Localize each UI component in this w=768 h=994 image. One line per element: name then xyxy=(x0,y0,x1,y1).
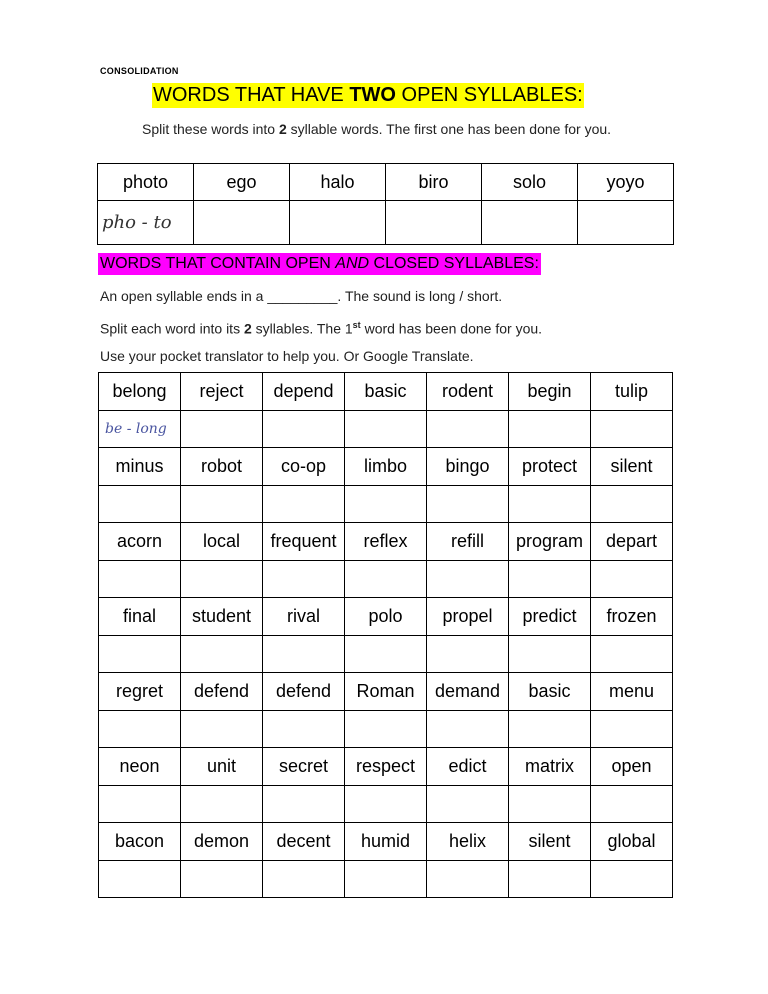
word-cell: unit xyxy=(181,748,263,786)
table1-word: photo xyxy=(98,164,194,201)
answer-cell[interactable] xyxy=(181,486,263,523)
word-cell: global xyxy=(591,823,673,861)
line2-sup: st xyxy=(352,320,361,330)
word-cell: reject xyxy=(181,373,263,411)
answer-cell[interactable] xyxy=(99,561,181,598)
answer-row xyxy=(99,861,673,898)
word-cell: polo xyxy=(345,598,427,636)
word-row xyxy=(99,598,673,636)
answer-row xyxy=(99,561,673,598)
answer-cell[interactable] xyxy=(509,636,591,673)
answer-cell[interactable] xyxy=(427,411,509,448)
answer-cell[interactable] xyxy=(427,561,509,598)
title1-pre: WORDS THAT HAVE xyxy=(153,84,350,106)
answer-cell[interactable] xyxy=(427,786,509,823)
word-cell: robot xyxy=(181,448,263,486)
word-cell: open xyxy=(591,748,673,786)
answer-cell[interactable] xyxy=(263,411,345,448)
answer-cell[interactable] xyxy=(427,636,509,673)
word-cell: defend xyxy=(263,673,345,711)
line2-post: word has been done for you. xyxy=(360,320,543,337)
word-cell: final xyxy=(99,598,181,636)
answer-cell[interactable] xyxy=(509,411,591,448)
answer-cell[interactable] xyxy=(509,486,591,523)
answer-cell[interactable] xyxy=(427,711,509,748)
word-cell: demand xyxy=(427,673,509,711)
word-cell: propel xyxy=(427,598,509,636)
answer-cell[interactable] xyxy=(181,636,263,673)
table1-answer-row xyxy=(98,201,674,245)
open-syllable-table xyxy=(97,163,674,245)
answer-cell[interactable] xyxy=(509,861,591,898)
title2-pre: WORDS THAT CONTAIN OPEN xyxy=(100,255,336,272)
example-answer: be - long xyxy=(99,411,181,448)
table1-word: biro xyxy=(386,164,482,201)
table1-word: yoyo xyxy=(578,164,674,201)
answer-cell[interactable] xyxy=(591,411,673,448)
word-cell: begin xyxy=(509,373,591,411)
answer-cell[interactable] xyxy=(99,636,181,673)
word-row xyxy=(99,373,673,411)
word-cell: student xyxy=(181,598,263,636)
word-cell: secret xyxy=(263,748,345,786)
answer-row xyxy=(99,786,673,823)
word-cell: demon xyxy=(181,823,263,861)
word-cell: neon xyxy=(99,748,181,786)
word-cell: rival xyxy=(263,598,345,636)
answer-cell[interactable] xyxy=(99,486,181,523)
word-row xyxy=(99,523,673,561)
word-cell: predict xyxy=(509,598,591,636)
word-cell: program xyxy=(509,523,591,561)
answer-row xyxy=(99,486,673,523)
word-cell: Roman xyxy=(345,673,427,711)
answer-cell[interactable] xyxy=(345,861,427,898)
word-cell: basic xyxy=(345,373,427,411)
word-cell: basic xyxy=(509,673,591,711)
word-row xyxy=(99,448,673,486)
word-cell: co-op xyxy=(263,448,345,486)
title-open-and-closed xyxy=(98,253,541,275)
word-cell: frozen xyxy=(591,598,673,636)
line2-pre: Split each word into its xyxy=(100,320,244,337)
table1-answer-cell[interactable] xyxy=(578,201,674,245)
word-cell: tulip xyxy=(591,373,673,411)
word-cell: local xyxy=(181,523,263,561)
answer-cell[interactable] xyxy=(345,636,427,673)
word-cell: edict xyxy=(427,748,509,786)
word-cell: defend xyxy=(181,673,263,711)
word-cell: silent xyxy=(591,448,673,486)
answer-cell[interactable] xyxy=(99,861,181,898)
answer-row xyxy=(99,411,673,448)
word-row xyxy=(99,823,673,861)
answer-cell[interactable] xyxy=(345,486,427,523)
instruction-line-3: Use your pocket translator to help you. Or Google Translate. xyxy=(100,348,474,364)
answer-cell[interactable] xyxy=(181,561,263,598)
table1-answer-cell[interactable] xyxy=(194,201,290,245)
word-cell: minus xyxy=(99,448,181,486)
table1-example-answer: pho - to xyxy=(98,201,194,245)
answer-cell[interactable] xyxy=(99,786,181,823)
word-cell: bacon xyxy=(99,823,181,861)
word-cell: helix xyxy=(427,823,509,861)
answer-cell[interactable] xyxy=(263,636,345,673)
word-cell: respect xyxy=(345,748,427,786)
intro-bold: 2 xyxy=(278,121,287,137)
answer-cell[interactable] xyxy=(591,486,673,523)
answer-cell[interactable] xyxy=(345,711,427,748)
title2-post: CLOSED SYLLABLES: xyxy=(369,255,539,272)
section-label: CONSOLIDATION xyxy=(100,66,179,76)
word-row xyxy=(99,748,673,786)
table1-word: halo xyxy=(290,164,386,201)
table1-word: ego xyxy=(194,164,290,201)
answer-cell[interactable] xyxy=(509,711,591,748)
answer-cell[interactable] xyxy=(263,711,345,748)
word-cell: silent xyxy=(509,823,591,861)
word-cell: depend xyxy=(263,373,345,411)
table1-answer-cell[interactable] xyxy=(482,201,578,245)
title-open-syllables xyxy=(152,83,584,108)
answer-row xyxy=(99,636,673,673)
answer-cell[interactable] xyxy=(591,861,673,898)
answer-cell[interactable] xyxy=(591,711,673,748)
word-row xyxy=(99,673,673,711)
word-cell: matrix xyxy=(509,748,591,786)
instruction-line-2 xyxy=(100,316,542,338)
word-cell: bingo xyxy=(427,448,509,486)
intro-pre: Split these words into xyxy=(142,121,279,137)
answer-cell[interactable] xyxy=(427,861,509,898)
table1-word-row xyxy=(98,164,674,201)
title2-em: AND xyxy=(335,255,370,272)
answer-cell[interactable] xyxy=(345,411,427,448)
word-cell: humid xyxy=(345,823,427,861)
intro-instructions xyxy=(142,120,642,138)
answer-cell[interactable] xyxy=(427,486,509,523)
answer-cell[interactable] xyxy=(345,561,427,598)
table1-word: solo xyxy=(482,164,578,201)
line2-mid: syllables. The 1 xyxy=(251,320,353,337)
word-cell: refill xyxy=(427,523,509,561)
title1-bold: TWO xyxy=(349,84,396,106)
answer-row xyxy=(99,711,673,748)
open-closed-syllable-table xyxy=(98,372,673,898)
answer-cell[interactable] xyxy=(263,786,345,823)
word-cell: frequent xyxy=(263,523,345,561)
answer-cell[interactable] xyxy=(509,561,591,598)
answer-cell[interactable] xyxy=(181,861,263,898)
answer-cell[interactable] xyxy=(591,786,673,823)
answer-cell[interactable] xyxy=(181,411,263,448)
answer-cell[interactable] xyxy=(263,561,345,598)
word-cell: belong xyxy=(99,373,181,411)
line2-bold: 2 xyxy=(243,320,252,337)
word-cell: menu xyxy=(591,673,673,711)
instruction-line-1: An open syllable ends in a _________. The sound is long / short. xyxy=(100,288,503,304)
intro-post: syllable words. The first one has been done for you. xyxy=(286,121,612,137)
word-cell: regret xyxy=(99,673,181,711)
word-cell: limbo xyxy=(345,448,427,486)
word-cell: decent xyxy=(263,823,345,861)
word-cell: acorn xyxy=(99,523,181,561)
answer-cell[interactable] xyxy=(263,861,345,898)
answer-cell[interactable] xyxy=(181,786,263,823)
word-cell: reflex xyxy=(345,523,427,561)
answer-cell[interactable] xyxy=(181,711,263,748)
word-cell: rodent xyxy=(427,373,509,411)
table1-answer-cell[interactable] xyxy=(290,201,386,245)
title1-post: OPEN SYLLABLES: xyxy=(395,84,583,106)
table1-answer-cell[interactable] xyxy=(386,201,482,245)
answer-cell[interactable] xyxy=(99,711,181,748)
answer-cell[interactable] xyxy=(345,786,427,823)
answer-cell[interactable] xyxy=(263,486,345,523)
answer-cell[interactable] xyxy=(591,636,673,673)
answer-cell[interactable] xyxy=(509,786,591,823)
word-cell: depart xyxy=(591,523,673,561)
word-cell: protect xyxy=(509,448,591,486)
answer-cell[interactable] xyxy=(591,561,673,598)
